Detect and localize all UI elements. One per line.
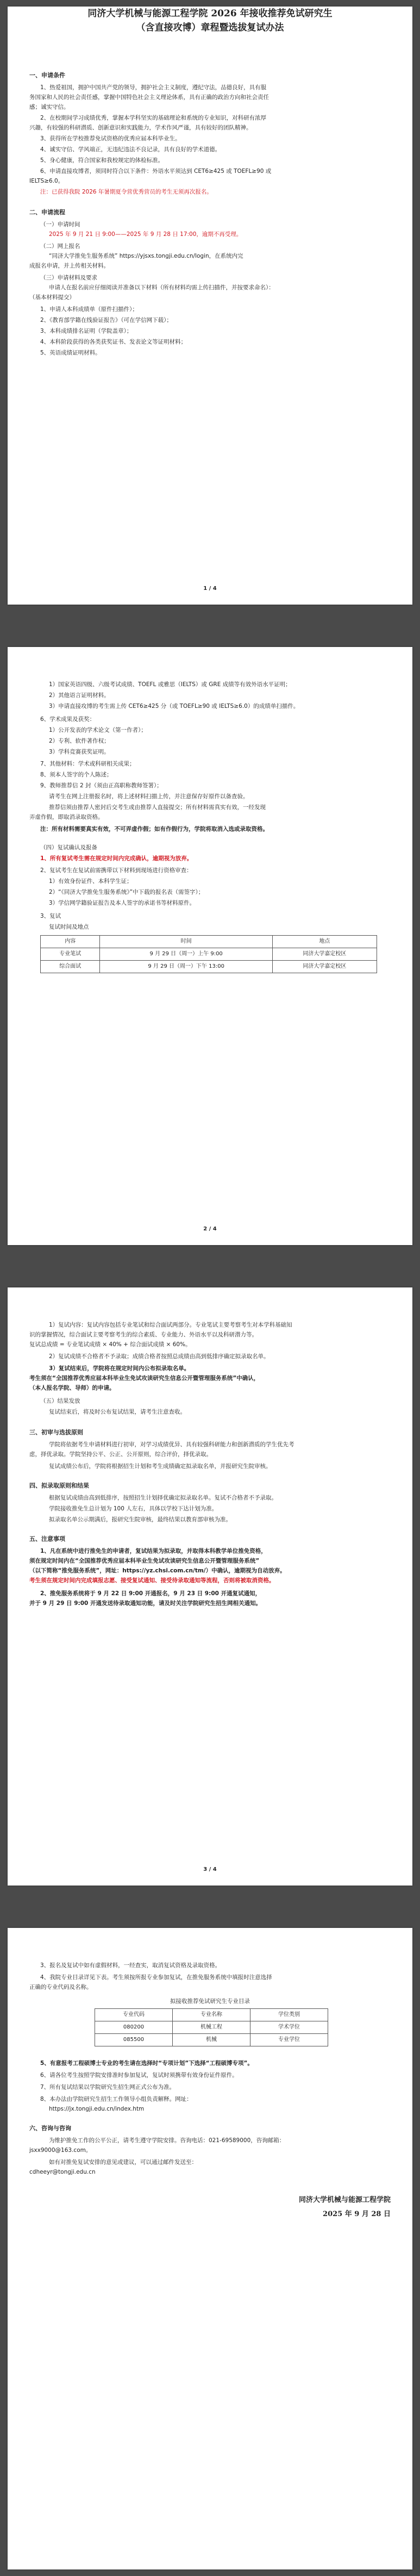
table-cell: 专业笔试 <box>41 948 100 961</box>
material-3: 3、本科成绩排名证明（学院盖章）； <box>40 328 133 334</box>
table-cell: 080200 <box>95 2021 173 2034</box>
table-header-cell: 学位类别 <box>250 2009 328 2021</box>
signature-org: 同济大学机械与能源工程学院 <box>298 2196 391 2204</box>
table-row <box>95 2034 328 2046</box>
section-4-para-3: 拟录取名单公示期满后，报研究生院审核，最终结果以教育部审核为准。 <box>49 1516 231 1523</box>
note-4: 4、我院专业目录详见下表。考生须按所报专业参加复试，在推免服务系统中填报时注意选择 <box>40 1974 272 1981</box>
note-7: 7、所有复试结果以学院研究生招生网正式公布为准。 <box>40 2084 175 2090</box>
section-3-para-1: 学院将依据考生申请材料进行初审，对学习成绩优异、具有较强科研能力和创新潜质的学生优先考 <box>49 1441 294 1448</box>
interview-content-cont: 识的掌握情况，综合面试主要考察考生的综合素质、专业能力、外语水平以及科研潜力等。 <box>29 1331 258 1338</box>
table-cell: 机械工程 <box>173 2021 250 2034</box>
table-header-cell: 时间 <box>100 936 272 948</box>
page-2 <box>8 647 412 1245</box>
interview-rule-3-cont2: （本人报名学院、导师）的申请。 <box>29 1385 115 1391</box>
interview-rule-3-cont: 考生须在“全国推荐优秀应届本科毕业生免试攻读研究生信息公开暨管理服务系统”中确认， <box>29 1375 260 1382</box>
section-5-heading: 五、注意事项 <box>29 1535 65 1542</box>
document-title-line1: 同济大学机械与能源工程学院 2026 年接收推荐免试研究生 <box>87 8 333 19</box>
link-text[interactable]: https://jx.tongji.edu.cn/index.htm <box>49 2106 145 2112</box>
condition-6-cont: IELTS≥6.0。 <box>29 178 64 184</box>
condition-1-cont: 务国家和人民的社会责任感，掌握中国特色社会主义理论体系，具有正确的政治方向和社会责任 <box>29 94 269 101</box>
interview-rule-2: 2）复试成绩不合格者不予录取；成绩合格者按照总成绩由高到低排序确定拟录取名单。 <box>49 1353 269 1360</box>
note-8: 8、本办法由学院研究生招生工作领导小组负责解释。网址： <box>40 2096 192 2102</box>
page-number: 1 / 4 <box>203 586 217 592</box>
interview-rule-3: 3）复试结束后，学院将在规定时间内公布拟录取名单。 <box>49 1365 190 1372</box>
materials-intro: 申请人在报名前应仔细阅读并准备以下材料（所有材料均需上传扫描件，并按要求命名）： <box>49 284 274 291</box>
material-9-note: 请考生在网上注册报名时，将上述材料扫描上传，并注意保存好原件以备查验。 <box>49 793 249 800</box>
table-cell: 9 月 29 日（周一）下午 13:00 <box>100 961 272 973</box>
condition-2: 2、在校期间学习成绩优秀，掌握本学科坚实的基础理论和系统的专业知识，对科研有浓厚 <box>40 115 267 121</box>
material-8: 8、须本人签字的个人陈述； <box>40 771 112 778</box>
document-title-line2: （含直接攻博）章程暨选拔复试办法 <box>136 22 284 33</box>
schedule-table-heading: 复试时间及地点 <box>49 924 89 930</box>
summer-camp-note: 注：已获得我院 2026 年暑期夏令营优秀营员的考生无须再次报名。 <box>40 189 212 195</box>
table-row <box>95 2021 328 2034</box>
note-6: 6、请各位考生按照学院安排准时参加复试，复试时须携带有效身份证件原件。 <box>40 2072 238 2079</box>
english-req-3: 3）申请直接攻博的考生需上传 CET6≥425 分（或 TOEFL≥90 或 IELTS≥6.0）的成绩单扫描件。 <box>49 703 299 710</box>
table-cell: 085500 <box>95 2034 173 2046</box>
achievement-3: 3）学科竞赛获奖证明。 <box>49 749 110 755</box>
materials-intro-cont: （基本材料提交） <box>29 294 75 301</box>
page-number: 2 / 4 <box>203 1226 217 1232</box>
page-3 <box>8 1287 412 1886</box>
note-3: 3、报名及复试中如有虚假材料，一经查实，取消复试资格及录取资格。 <box>40 1962 221 1969</box>
note-5: 5、有意报考工程硕博士专业的考生请在选择时“专项计划”下选择“工程硕博专项”。 <box>40 2060 253 2067</box>
table-cell: 9 月 29 日（周一）上午 9:00 <box>100 948 272 961</box>
signature-block <box>299 2193 391 2222</box>
material-9-note2: 推荐信须由推荐人密封后交考生或由推荐人直接提交；所有材料需真实有效，一经发现 <box>49 804 266 811</box>
condition-2-cont: 兴趣，有较强的科研潜质、创新意识和实践能力，学术作风严谨，具有较好的团队精神。 <box>29 125 252 131</box>
table-row <box>41 961 377 973</box>
result-text: 复试结束后，将及时公布复试结果，请考生注意查收。 <box>49 1409 186 1415</box>
section-3-heading: 三、初审与选拔原则 <box>29 1429 83 1436</box>
application-period: 2025 年 9 月 21 日 9:00——2025 年 9 月 28 日 17:00，逾期不再受理。 <box>49 231 242 238</box>
contact-para-1: 为维护推免工作的公平公正，请考生遵守学院安排。咨询电话：021-69589000，咨询邮箱： <box>49 2137 285 2144</box>
subsection-result-heading: （五）结果发放 <box>40 1398 80 1404</box>
note-1-cont: 须在规定时间内在“全国推荐优秀应届本科毕业生免试攻读研究生信息公开暨管理服务系统” <box>29 1558 260 1564</box>
signature-date: 2025 年 9 月 28 日 <box>323 2210 391 2218</box>
condition-1: 1、热爱祖国，拥护中国共产党的领导，拥护社会主义制度，遵纪守法，品德良好，具有服 <box>40 84 267 91</box>
subsection-review-heading: （四）复试确认及报备 <box>40 844 97 851</box>
section-4-heading: 四、拟录取原则和结果 <box>29 1482 89 1489</box>
note-4-cont: 正确的专业代码及名称。 <box>29 1984 92 1990</box>
material-2: 2、《教育部学籍在线验证报告》（可在学信网下载）； <box>40 317 172 323</box>
english-req-2: 2）其他语言证明材料。 <box>49 692 110 699</box>
note-1: 1、凡在系统中进行推免生的申请者，复试结果为拟录取，并取得本科教学单位推免资格， <box>40 1548 267 1554</box>
feedback-email[interactable]: cdheeyr@tongji.edu.cn <box>29 2169 96 2175</box>
condition-3: 3、获得所在学校推荐免试资格的优秀应届本科毕业生。 <box>40 135 181 142</box>
review-item-2b: 2）“《同济大学推免生服务系统》”中下载的报名表（需签字）； <box>49 889 204 895</box>
material-4: 4、本科阶段获得的各类获奖证书、发表论文等证明材料； <box>40 339 187 345</box>
section-1-heading: 一、申请条件 <box>29 72 65 79</box>
table-header-cell: 专业名称 <box>173 2009 250 2021</box>
condition-5: 5、身心健康，符合国家和我校规定的体检标准。 <box>40 157 164 164</box>
table-cell: 同济大学嘉定校区 <box>272 961 377 973</box>
subsection-materials-heading: （三）申请材料及要求 <box>40 275 97 281</box>
table-cell: 同济大学嘉定校区 <box>272 948 377 961</box>
page-4 <box>8 1928 412 2569</box>
condition-4: 4、诚实守信、学风端正，无违纪违法不良记录，具有良好的学术道德。 <box>40 146 221 153</box>
achievement-1: 1）公开发表的学术论文（第一作者）； <box>49 727 147 733</box>
section-4-para-1: 根据复试成绩由高到低排序，按照招生计划择优确定拟录取名单。复试不合格者不予录取。 <box>49 1495 277 1501</box>
table-header-cell: 内容 <box>41 936 100 948</box>
table-header-row <box>41 936 377 948</box>
review-item-2a: 1）有效身份证件、本科学生证； <box>49 878 133 885</box>
material-1: 1、申请人本科成绩单（原件扫描件）； <box>40 306 138 313</box>
major-catalog-table <box>95 2008 328 2046</box>
material-7: 7、其他材料：学术或科研相关成果； <box>40 761 135 767</box>
section-2-heading: 二、申请流程 <box>29 209 65 216</box>
authenticity-warning: 注：所有材料需要真实有效，不可弄虚作假；如有作假行为，学院将取消入选或录取资格。 <box>40 826 268 832</box>
condition-6: 6、申请直接攻博者，须同时符合以下条件：外语水平须达到 CET6≥425 或 TOEFL≥90 或 <box>40 168 272 175</box>
subsection-online-heading: （二）网上报名 <box>40 243 80 250</box>
review-item-2c: 3）学信网学籍验证报告及本人签字的承诺书等材料原件。 <box>49 900 196 906</box>
table-header-cell: 专业代码 <box>95 2009 173 2021</box>
review-item-3: 3、复试 <box>40 913 61 919</box>
review-item-2: 2、复试考生在复试前需携带以下材料到现场进行资格审查： <box>40 867 192 874</box>
note-2-cont: 并于 9 月 29 日 9:00 开通发送待录取通知功能，请及时关注学院研究生招生网相关通知。 <box>29 1600 261 1607</box>
table-cell: 综合面试 <box>41 961 100 973</box>
page-1 <box>8 7 412 605</box>
online-registration-text[interactable]: “同济大学推免生服务系统” https://yjsxs.tongji.edu.cn/login，在系统内完 <box>49 253 243 259</box>
section-4-para-2: 学院接收推免生总计划为 100 人左右，具体以学校下达计划为准。 <box>49 1505 218 1512</box>
section-3-para-1-cont: 虑，择优录取。学院坚持公平、公正、公开原则，综合评价，择优录取。 <box>29 1451 212 1458</box>
section-3-para-2: 复试成绩公布后，学院将根据招生计划和考生成绩确定拟录取名单，并报研究生院审核。 <box>49 1463 272 1470</box>
college-website-link[interactable] <box>29 2104 391 2114</box>
table-cell: 学术学位 <box>250 2021 328 2034</box>
subsection-time-heading: （一）申请时间 <box>40 221 80 228</box>
note-1-warning: 考生须在规定时间内完成填报志愿、接受复试通知、接受待录取通知等流程，否则将被取消资格。 <box>29 1577 275 1584</box>
note-2: 2、推免服务系统将于 9 月 22 日 9:00 开通报名，9 月 23 日 9:00 开通复试通知， <box>40 1590 261 1597</box>
table-cell: 专业学位 <box>250 2034 328 2046</box>
interview-schedule-table <box>40 935 377 973</box>
table-header-row <box>95 2009 328 2021</box>
contact-para-2: 如有对推免复试安排的意见或建议，可以通过邮件发送至： <box>49 2159 197 2166</box>
table-cell: 机械 <box>173 2034 250 2046</box>
table-header-cell: 地点 <box>272 936 377 948</box>
achievement-2: 2）专利、软件著作权； <box>49 738 110 744</box>
online-registration-text-cont: 成报名申请，并上传相关材料。 <box>29 263 109 269</box>
material-6: 6、学术成果及获奖： <box>40 716 96 723</box>
material-9-note3: 弄虚作假，即取消录取资格。 <box>29 814 104 820</box>
material-9: 9、教师推荐信 2 封（须由正高职称教师签署）； <box>40 782 162 789</box>
page-number: 3 / 4 <box>203 1866 217 1872</box>
interview-content: 1）复试内容：复试内容包括专业笔试和综合面试两部分。专业笔试主要考察考生对本学科基础知 <box>49 1322 292 1328</box>
material-5: 5、英语成绩证明材料。 <box>40 350 101 356</box>
confirm-deadline-warning: 1、所有复试考生需在规定时间内完成确认，逾期视为放弃。 <box>40 855 193 862</box>
english-req-1: 1）国家英语四级、六级考试成绩、TOEFL 或雅思（IELTS）或 GRE 成绩等有效外语水平证明； <box>49 681 291 688</box>
table-row <box>41 948 377 961</box>
contact-email[interactable]: jsxx9000@163.com。 <box>29 2147 92 2154</box>
section-6-heading: 六、咨询与咨询 <box>29 2125 71 2132</box>
major-table-title: 拟接收推荐免试研究生专业目录 <box>170 1998 250 2005</box>
score-formula: 复试总成绩 = 专业笔试成绩 × 40% + 综合面试成绩 × 60%。 <box>29 1341 191 1348</box>
condition-1-cont2: 感；诚实守信。 <box>29 104 70 110</box>
note-1-cont2: （以下简称“推免服务系统”，网址：https://yz.chsi.com.cn/tm/）中确认，逾期视为自动放弃。 <box>29 1567 286 1574</box>
